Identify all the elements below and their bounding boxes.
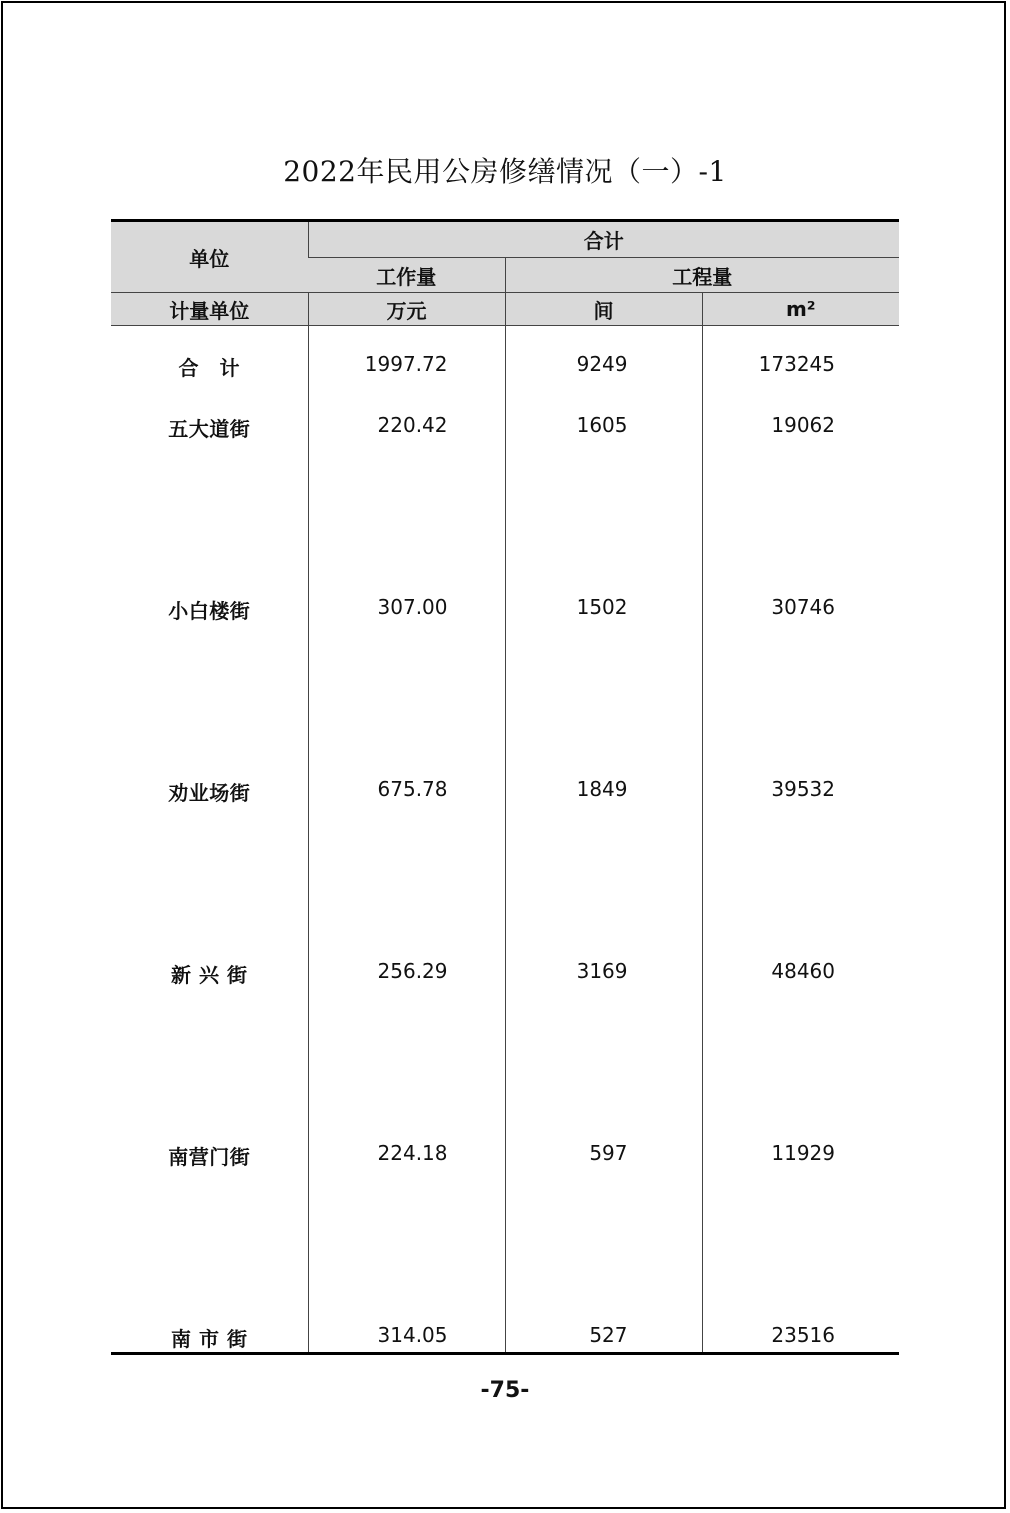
row-area: 48460 [702, 936, 899, 1118]
row-name: 五大道街 [168, 417, 251, 441]
row-rooms: 1605 [505, 390, 702, 572]
table-row [111, 1300, 899, 1354]
header-total: 合计 [308, 221, 899, 258]
row-rooms: 9249 [505, 326, 702, 391]
row-rooms: 527 [505, 1300, 702, 1354]
row-name: 南营门街 [168, 1145, 251, 1169]
row-area: 11929 [702, 1118, 899, 1300]
row-work: 256.29 [308, 936, 505, 1118]
row-area: 39532 [702, 754, 899, 936]
row-rooms: 1849 [505, 754, 702, 936]
row-name: 新 兴 街 [171, 963, 248, 987]
row-rooms: 1502 [505, 572, 702, 754]
page-title: 2022年民用公房修缮情况（一）-1 [283, 155, 727, 188]
row-work: 675.78 [308, 754, 505, 936]
row-area: 19062 [702, 390, 899, 572]
row-rooms: 597 [505, 1118, 702, 1300]
header-measure-unit: 计量单位 [111, 293, 308, 326]
data-table [111, 219, 899, 1355]
table-row [111, 754, 899, 936]
row-work: 220.42 [308, 390, 505, 572]
header-unit: 单位 [111, 221, 308, 293]
row-name: 小白楼街 [168, 599, 251, 623]
row-name: 劝业场街 [168, 781, 251, 805]
row-work: 224.18 [308, 1118, 505, 1300]
header-unit-area: m² [702, 293, 899, 326]
row-name: 合 计 [178, 356, 240, 380]
table-row [111, 1118, 899, 1300]
header-workload: 工作量 [308, 258, 505, 293]
header-unit-money: 万元 [308, 293, 505, 326]
table-row [111, 326, 899, 391]
row-work: 307.00 [308, 572, 505, 754]
row-work: 314.05 [308, 1300, 505, 1354]
table-row [111, 936, 899, 1118]
table-row [111, 390, 899, 572]
row-rooms: 3169 [505, 936, 702, 1118]
page-number: -75- [480, 1378, 530, 1403]
row-name: 南 市 街 [111, 1300, 308, 1354]
row-work: 1997.72 [308, 326, 505, 391]
row-area: 30746 [702, 572, 899, 754]
row-area: 23516 [702, 1300, 899, 1354]
header-unit-rooms: 间 [505, 293, 702, 326]
row-area: 173245 [702, 326, 899, 391]
header-engineering: 工程量 [505, 258, 899, 293]
table-row [111, 572, 899, 754]
